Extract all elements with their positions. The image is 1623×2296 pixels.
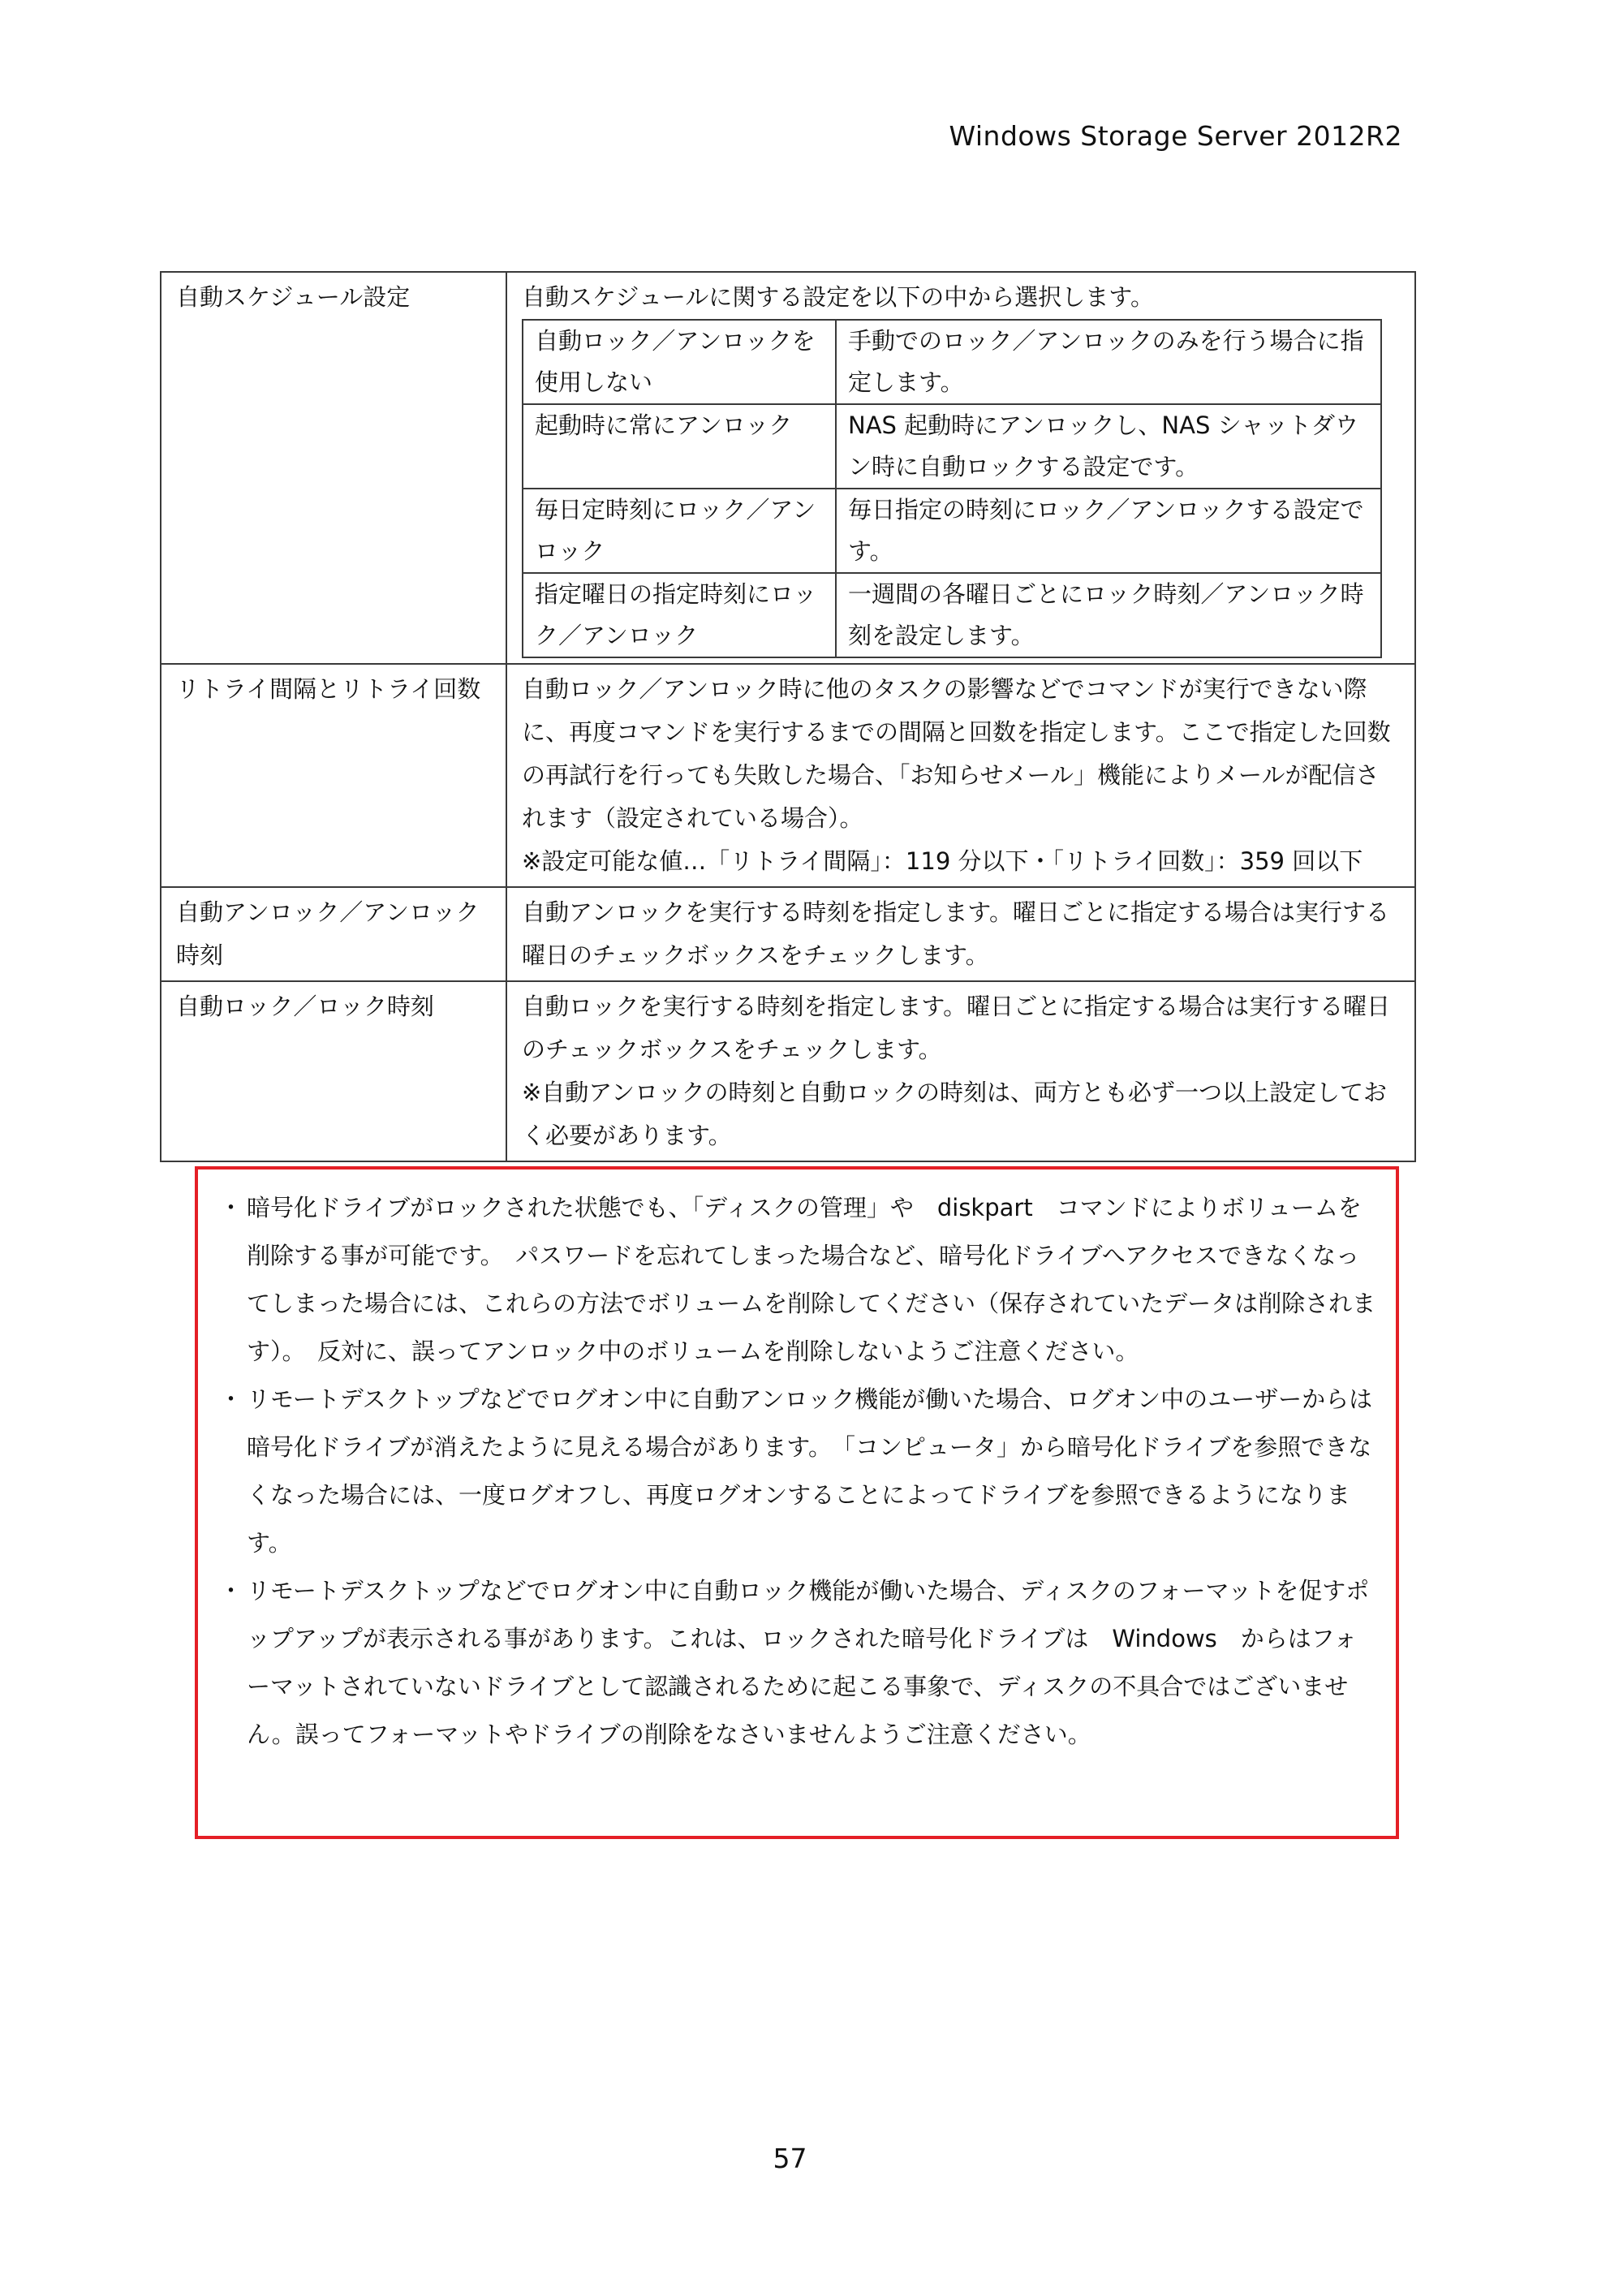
row-content	[506, 272, 1415, 664]
option-detail: 一週間の各曜日ごとにロック時刻／アンロック時刻を設定します。	[836, 573, 1381, 657]
option-row	[523, 489, 1381, 573]
row-text: 自動アンロックを実行する時刻を指定します。曜日ごとに指定する場合は実行する曜日のチェックボックスをチェックします。	[522, 898, 1389, 969]
row-label: 自動アンロック／アンロック時刻	[161, 887, 506, 981]
caution-item	[214, 1184, 1376, 1376]
caution-item-text: リモートデスクトップなどでログオン中に自動ロック機能が働いた場合、ディスクのフォーマットを促すポップアップが表示される事があります。これは、ロックされた暗号化ドライブは Windows からはフォーマットされていないドライブとして認識されるために起こる事象で、ディスクの不具合ではございません。誤ってフォーマットやドライブの削除をなさいませんようご注意ください。	[247, 1577, 1370, 1748]
option-row	[523, 404, 1381, 489]
row-content	[506, 664, 1415, 887]
row-content	[506, 887, 1415, 981]
option-row	[523, 320, 1381, 404]
option-row	[523, 573, 1381, 657]
row-note: ※設定可能な値…「リトライ間隔」：119 分以下・「リトライ回数」：359 回以下	[522, 847, 1363, 875]
row-label: リトライ間隔とリトライ回数	[161, 664, 506, 887]
table-row	[161, 664, 1415, 887]
table-row	[161, 272, 1415, 664]
option-detail: 毎日指定の時刻にロック／アンロックする設定です。	[836, 489, 1381, 573]
row-content	[506, 981, 1415, 1161]
option-detail: NAS 起動時にアンロックし、NAS シャットダウン時に自動ロックする設定です。	[836, 404, 1381, 489]
row-text: 自動ロックを実行する時刻を指定します。曜日ごとに指定する場合は実行する曜日のチェックボックスをチェックします。	[522, 993, 1391, 1063]
row-label: 自動ロック／ロック時刻	[161, 981, 506, 1161]
bullet-mark: ・	[219, 1577, 243, 1605]
schedule-options-table	[522, 319, 1382, 658]
row-text: 自動ロック／アンロック時に他のタスクの影響などでコマンドが実行できない際に、再度コマンドを実行するまでの間隔と回数を指定します。ここで指定した回数の再試行を行っても失敗した場合、「お知らせメール」機能によりメールが配信されます（設定されている場合）。	[522, 675, 1391, 832]
page-number: 57	[773, 2143, 807, 2174]
table-row	[161, 887, 1415, 981]
table-row	[161, 981, 1415, 1161]
page-header-title: Windows Storage Server 2012R2	[949, 120, 1402, 152]
option-name: 自動ロック／アンロックを使用しない	[523, 320, 836, 404]
row-description: 自動スケジュールに関する設定を以下の中から選択します。	[522, 283, 1154, 311]
bullet-mark: ・	[219, 1385, 243, 1413]
option-name: 指定曜日の指定時刻にロック／アンロック	[523, 573, 836, 657]
caution-item	[214, 1376, 1376, 1567]
caution-item	[214, 1567, 1376, 1759]
option-detail: 手動でのロック／アンロックのみを行う場合に指定します。	[836, 320, 1381, 404]
bullet-mark: ・	[219, 1194, 243, 1221]
caution-item-text: 暗号化ドライブがロックされた状態でも、「ディスクの管理」や diskpart コマンドによりボリュームを削除する事が可能です。 パスワードを忘れてしまった場合など、暗号化ドライブへアクセスできなくなってしまった場合には、これらの方法でボリュームを削除してください（保存されていたデータは削除されます）。 反対に、誤ってアンロック中のボリュームを削除しないようご注意ください。	[247, 1194, 1376, 1365]
settings-table	[160, 271, 1416, 1162]
option-name: 毎日定時刻にロック／アンロック	[523, 489, 836, 573]
caution-note-box	[195, 1166, 1399, 1839]
option-name: 起動時に常にアンロック	[523, 404, 836, 489]
row-note: ※自動アンロックの時刻と自動ロックの時刻は、両方とも必ず一つ以上設定しておく必要があります。	[522, 1079, 1387, 1149]
caution-item-text: リモートデスクトップなどでログオン中に自動アンロック機能が働いた場合、ログオン中のユーザーからは暗号化ドライブが消えたように見える場合があります。 「コンピュータ」から暗号化ドライブを参照できなくなった場合には、一度ログオフし、再度ログオンすることによってドライブを参照できるようになります。	[247, 1385, 1373, 1557]
row-label: 自動スケジュール設定	[161, 272, 506, 664]
